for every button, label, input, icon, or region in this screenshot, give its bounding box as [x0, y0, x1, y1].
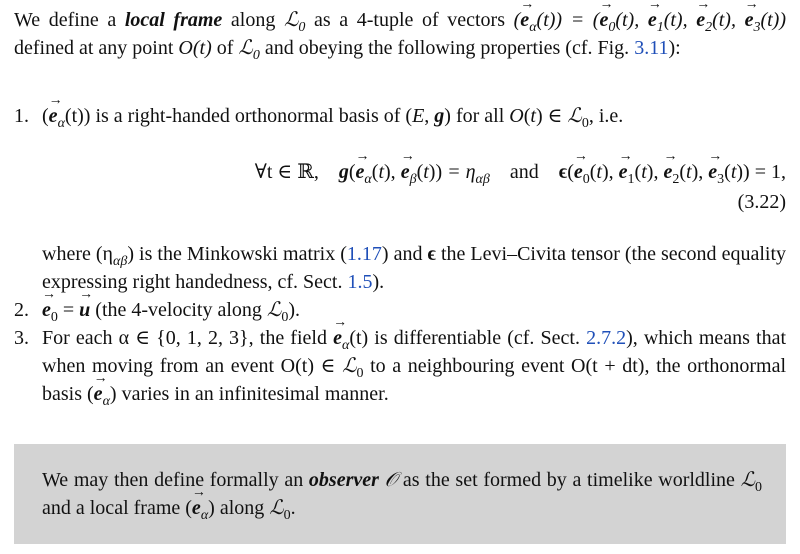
term-local-frame: local frame [124, 9, 223, 31]
equation-3-22 [42, 158, 786, 218]
frame-tuple: (→ $e_\alpha(t)$) = (→ $e_0(t)$, → $e_1(t)$, → $e_2(t)$, → $e_3(t)$) [514, 9, 786, 31]
intro-text: defined at any point [14, 37, 174, 59]
intro-text: and obeying the following properties (cf. Fig. [264, 37, 630, 59]
section-link[interactable]: 2.7.2 [586, 327, 627, 349]
point-O: O(t) [178, 37, 212, 59]
equation-link[interactable]: 1.17 [346, 243, 382, 265]
list-item-text: → $e_0$ = → u (the 4-velocity along ℒ$_0$). [42, 296, 786, 324]
intro-text: as a 4-tuple of vectors [313, 9, 506, 31]
intro-text: We define a [14, 9, 117, 31]
equation-explanation: where $(\eta_{\alpha\beta})$ is the Minkowski matrix (1.17) and ϵ the Levi–Civita tensor (the second equality expressing right handedness, cf. Sect. 1.5). [42, 243, 787, 293]
list-number: 1. [14, 105, 29, 127]
term-observer: observer [308, 469, 379, 491]
intro-paragraph: We define a local frame along ℒ$_0$ as a 4-tuple of vectors (→ $e_\alpha(t)$) = (→ $e_0(t)$, → $e_1(t)$, → $e_2(t)$, → $e_3(t)$) defined at any point O(t) of ℒ$_0$ and obeying the following properties (cf. Fig. 3.11): [14, 6, 786, 62]
list-number: 3. [14, 327, 29, 349]
list-item-text: For each α ∈ {0, 1, 2, 3}, the field → $e_\alpha(t)$ is differentiable (cf. Sect. 2.7.2), which means that when moving from an event O(t) ∈ ℒ$_0$ to a neighbouring event O(t + dt), the orthonormal basis (→ $e_\alpha$) varies in an infinitesimal manner. [42, 324, 786, 408]
worldline-symbol: ℒ$_0$ [283, 9, 306, 35]
definition-box [14, 444, 786, 544]
intro-text: of [216, 37, 234, 59]
section-link[interactable]: 1.5 [347, 271, 373, 293]
equation-number: (3.22) [737, 191, 786, 213]
observer-symbol: 𝒪 [384, 469, 398, 491]
intro-text: along [230, 9, 276, 31]
figure-link[interactable]: 3.11 [634, 37, 669, 59]
definition-text: We may then define formally an observer 𝒪 as the set formed by a timelike worldline ℒ$_0$ and a local frame (→ $e_\alpha$) along ℒ$_0$. [42, 466, 762, 522]
list-number: 2. [14, 299, 29, 321]
list-item-text: (→ $e_\alpha(t)$) is a right-handed orthonormal basis of (E, g) for all O(t) ∈ ℒ$_0$, i.e. [42, 102, 786, 130]
worldline-symbol: ℒ$_0$ [238, 37, 260, 63]
equation-body: ∀t ∈ ℝ, $g(\to e_\alpha(t)$, → $e_\beta(t)) = \eta_{\alpha\beta}$ and $\epsilon(\to e_0(t)$, → $e_1(t)$, → $e_2(t)$, → $e_3(t)) = 1$, [255, 158, 786, 186]
